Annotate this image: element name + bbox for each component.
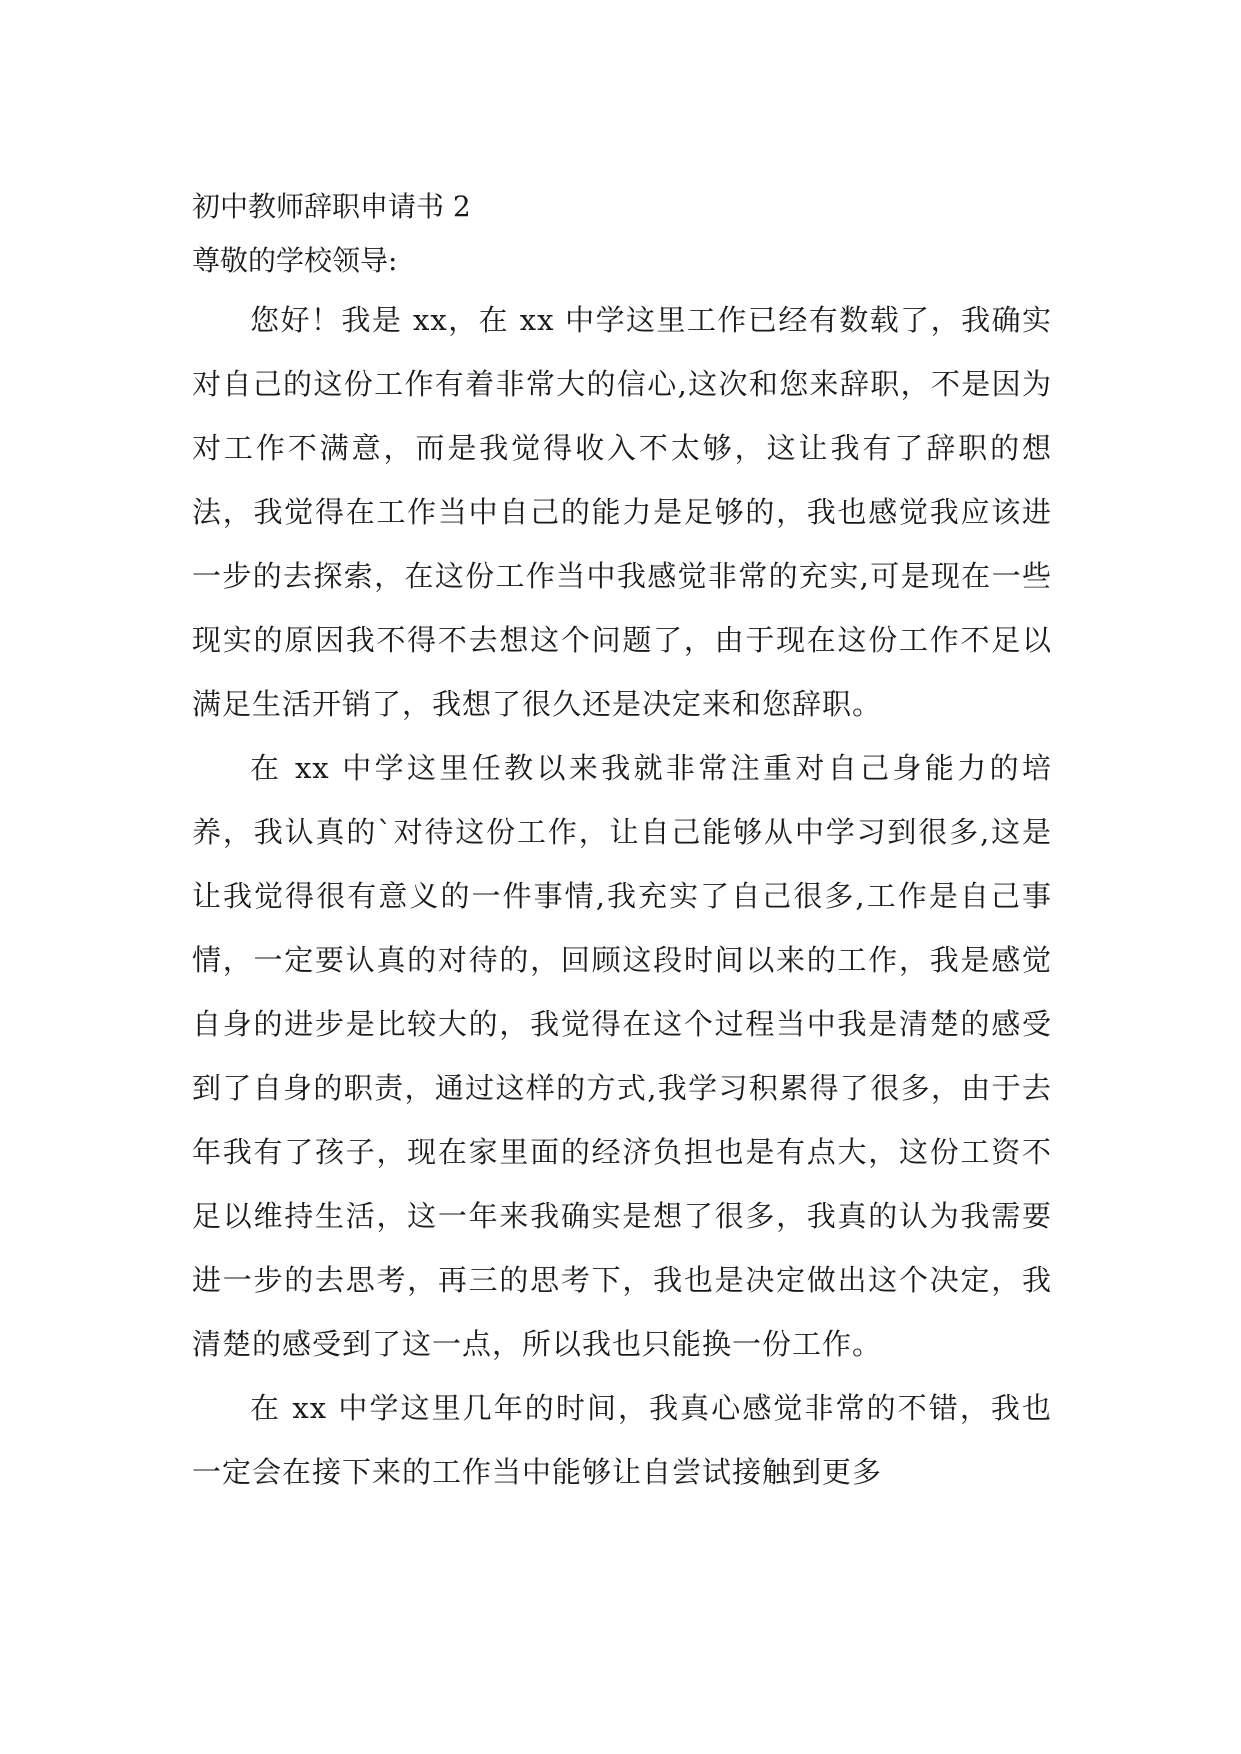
document-body (192, 180, 1052, 1504)
document-title: 初中教师辞职申请书 2 (192, 190, 471, 223)
paragraph-1: 您好！我是 xx，在 xx 中学这里工作已经有数载了，我确实对自己的这份工作有着非常大的信心,这次和您来辞职，不是因为对工作不满意，而是我觉得收入不太够，这让我有了辞职的想法，我觉得在工作当中自己的能力是足够的，我也感觉我应该进一步的去探索，在这份工作当中我感觉非常的充实,可是现在一些现实的原因我不得不去想这个问题了，由于现在这份工作不足以满足生活开销了，我想了很久还是决定来和您辞职。 (192, 303, 1052, 721)
salutation: 尊敬的学校领导: (192, 244, 398, 277)
paragraph-2: 在 xx 中学这里任教以来我就非常注重对自己身能力的培养，我认真的`对待这份工作，让自己能够从中学习到很多,这是让我觉得很有意义的一件事情,我充实了自己很多,工作是自己事情，一定要认真的对待的，回顾这段时间以来的工作，我是感觉自身的进步是比较大的，我觉得在这个过程当中我是清楚的感受到了自身的职责，通过这样的方式,我学习积累得了很多，由于去年我有了孩子，现在家里面的经济负担也是有点大，这份工资不足以维持生活，这一年来我确实是想了很多，我真的认为我需要进一步的去思考，再三的思考下，我也是决定做出这个决定，我清楚的感受到了这一点，所以我也只能换一份工作。 (192, 751, 1052, 1361)
paragraph-3: 在 xx 中学这里几年的时间，我真心感觉非常的不错，我也一定会在接下来的工作当中能够让自尝试接触到更多 (192, 1391, 1052, 1489)
